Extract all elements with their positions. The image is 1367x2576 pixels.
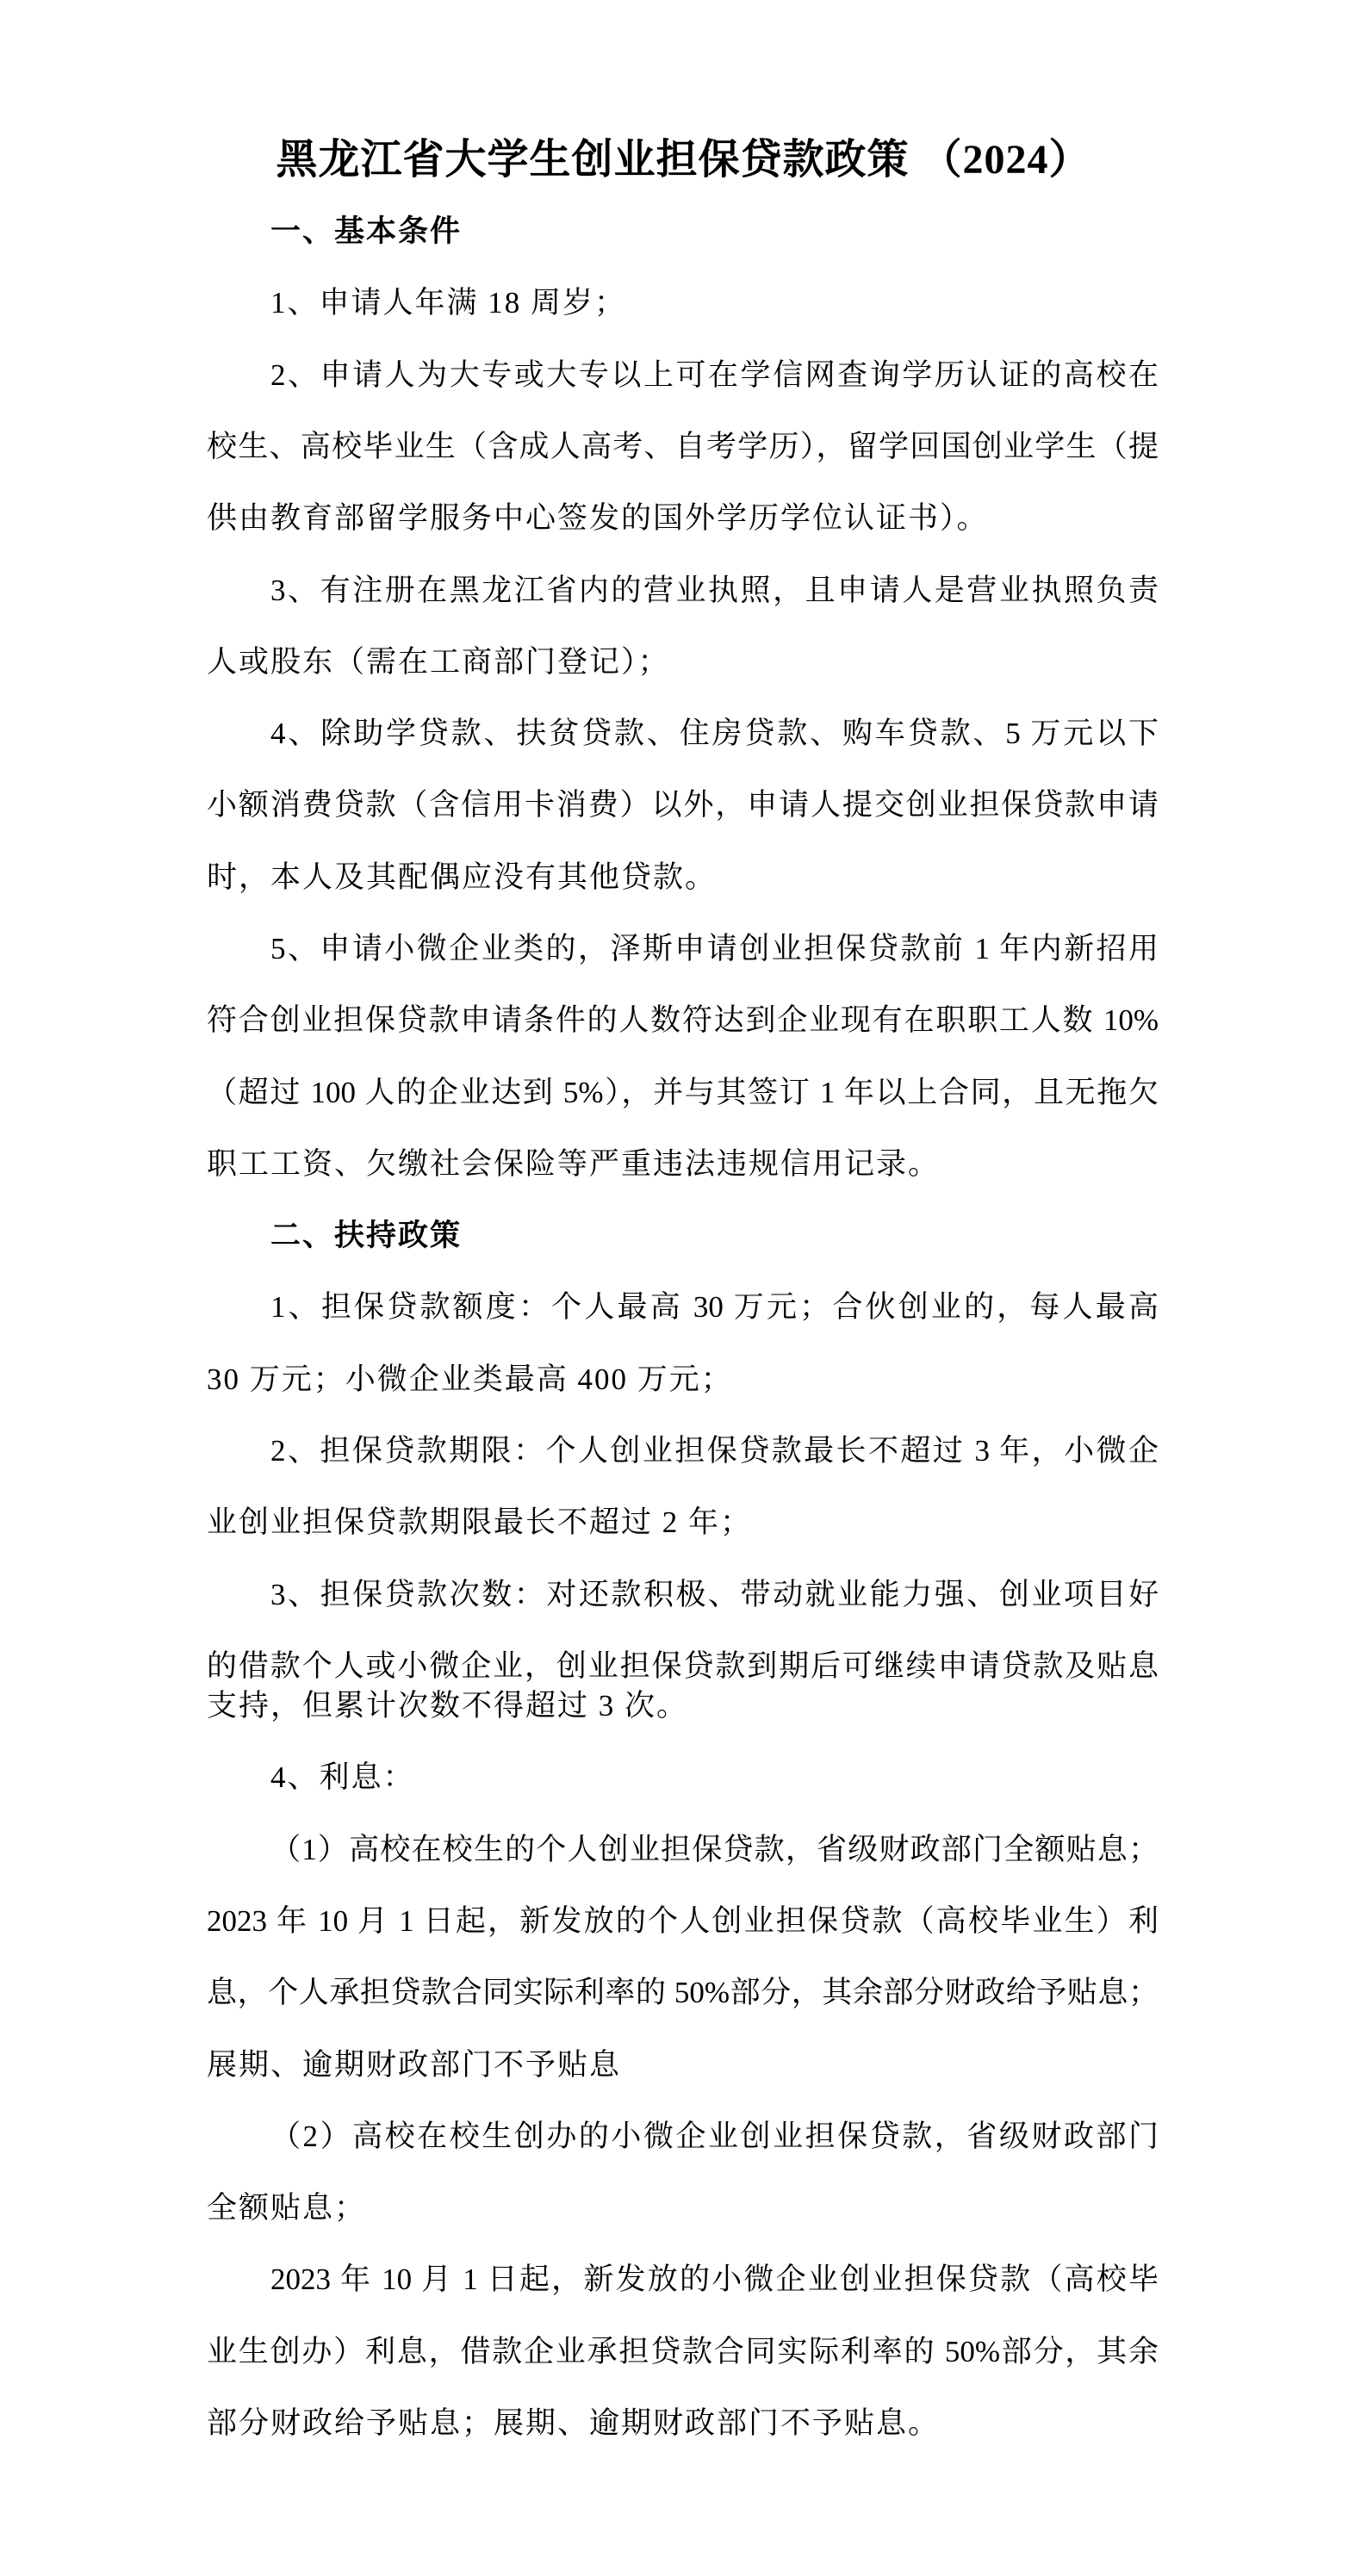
document-title: 黑龙江省大学生创业担保贷款政策 （2024） (276, 137, 1091, 183)
text-line: 息，个人承担贷款合同实际利率的 50%部分，其余部分财政给予贴息； (207, 1976, 1159, 2009)
text-line: 校生、高校毕业生（含成人高考、自考学历），留学回国创业学生（提 (207, 430, 1159, 463)
text-line: 业生创办）利息，借款企业承担贷款合同实际利率的 50%部分，其余 (207, 2335, 1159, 2368)
text-line: 2023 年 10 月 1 日起，新发放的个人创业担保贷款（高校毕业生）利 (207, 1904, 1159, 1938)
section-heading: 一、基本条件 (270, 214, 463, 248)
text-line: 3、担保贷款次数：对还款积极、带动就业能力强、创业项目好 (270, 1578, 1159, 1611)
text-line: （超过 100 人的企业达到 5%），并与其签订 1 年以上合同，且无拖欠 (207, 1076, 1159, 1109)
text-line: 30 万元；小微企业类最高 400 万元； (207, 1362, 733, 1396)
section-heading: 二、扶持政策 (270, 1219, 463, 1252)
text-line: （2）高校在校生创办的小微企业创业担保贷款，省级财政部门 (270, 2120, 1159, 2153)
text-line: 符合创业担保贷款申请条件的人数符达到企业现有在职职工人数 10% (207, 1003, 1159, 1037)
text-line: 1、担保贷款额度：个人最高 30 万元；合伙创业的，每人最高 (270, 1290, 1159, 1324)
text-line: 人或股东（需在工商部门登记）； (207, 645, 670, 679)
text-line: 2、申请人为大专或大专以上可在学信网查询学历认证的高校在 (270, 358, 1159, 392)
text-line: 2023 年 10 月 1 日起，新发放的小微企业创业担保贷款（高校毕 (270, 2263, 1159, 2296)
text-line: 业创业担保贷款期限最长不超过 2 年； (207, 1505, 753, 1539)
text-line: 2、担保贷款期限：个人创业担保贷款最长不超过 3 年，小微企 (270, 1434, 1159, 1468)
text-line: 供由教育部留学服务中心签发的国外学历学位认证书）。 (207, 501, 989, 535)
text-line: 3、有注册在黑龙江省内的营业执照，且申请人是营业执照负责 (270, 574, 1159, 607)
text-line: 职工工资、欠缴社会保险等严重违法违规信用记录。 (207, 1147, 941, 1181)
text-line: 1、申请人年满 18 周岁； (270, 286, 627, 320)
text-line: 4、除助学贷款、扶贫贷款、住房贷款、购车贷款、5 万元以下 (270, 717, 1159, 750)
text-line: 支持，但累计次数不得超过 3 次。 (207, 1689, 689, 1723)
text-line: 4、利息： (270, 1760, 415, 1794)
text-line: 小额消费贷款（含信用卡消费）以外，申请人提交创业担保贷款申请 (207, 788, 1159, 822)
text-line: 展期、逾期财政部门不予贴息 (207, 2048, 622, 2082)
text-line: 时，本人及其配偶应没有其他贷款。 (207, 860, 718, 894)
text-line: （1）高校在校生的个人创业担保贷款，省级财政部门全额贴息； (270, 1833, 1159, 1866)
text-line: 5、申请小微企业类的，泽斯申请创业担保贷款前 1 年内新招用 (270, 932, 1159, 965)
text-line: 全额贴息； (207, 2191, 367, 2225)
text-line: 部分财政给予贴息；展期、逾期财政部门不予贴息。 (207, 2406, 941, 2440)
text-line: 的借款个人或小微企业，创业担保贷款到期后可继续申请贷款及贴息 (207, 1649, 1159, 1683)
